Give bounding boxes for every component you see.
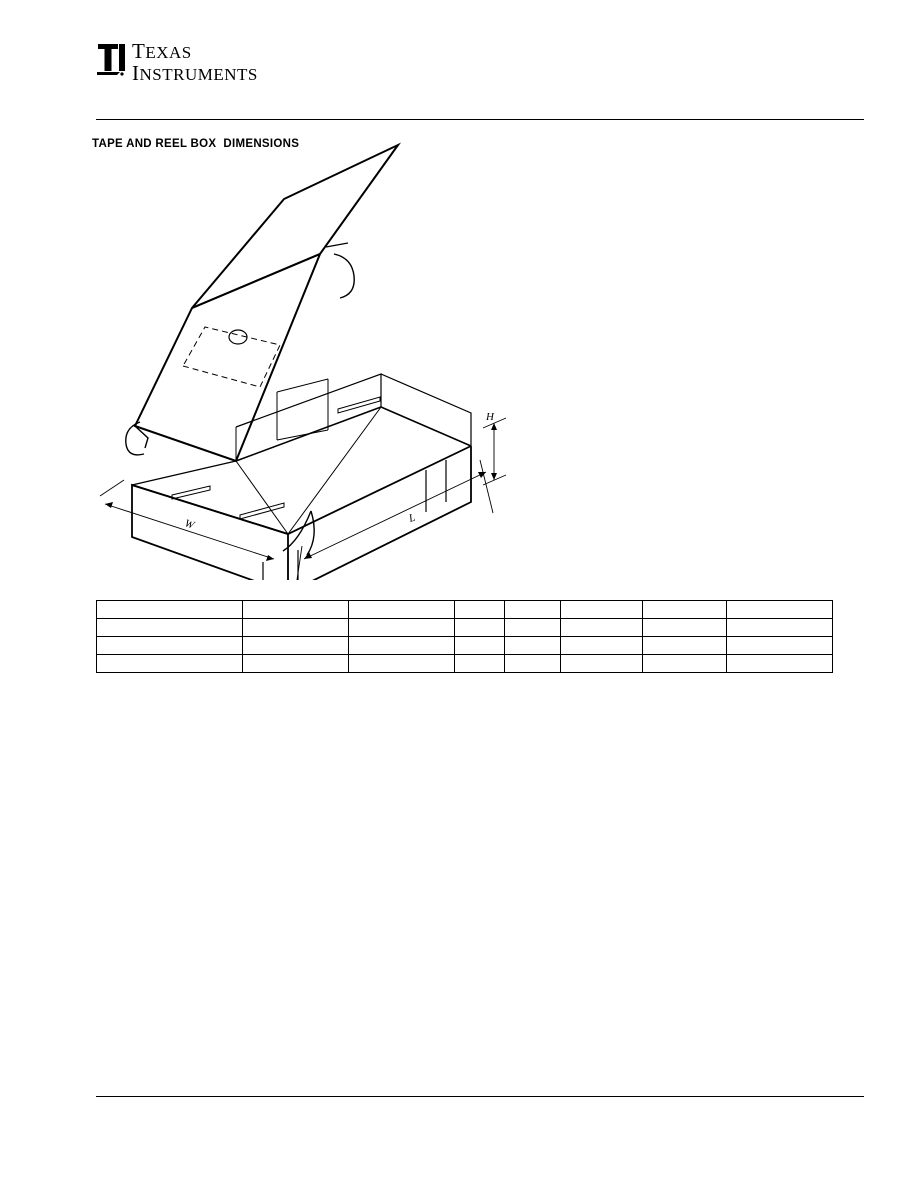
dimensions-table — [96, 600, 833, 673]
table-cell — [243, 619, 349, 637]
table-cell — [727, 637, 833, 655]
table-row — [97, 637, 833, 655]
table-cell — [97, 655, 243, 673]
table-header-cell — [727, 601, 833, 619]
table-cell — [561, 619, 643, 637]
ti-logo-line1: TEXAS — [132, 39, 192, 63]
table-cell — [727, 655, 833, 673]
header-divider — [96, 119, 864, 120]
table-cell — [727, 619, 833, 637]
table-header-cell — [643, 601, 727, 619]
table-cell — [97, 619, 243, 637]
table-row — [97, 619, 833, 637]
table-cell — [455, 619, 505, 637]
table-cell — [243, 637, 349, 655]
dimension-label-w: W — [183, 517, 196, 532]
table-header-cell — [97, 601, 243, 619]
table-cell — [643, 619, 727, 637]
table-header-cell — [561, 601, 643, 619]
ti-logo-line2: INSTRUMENTS — [132, 61, 258, 86]
ti-logo — [96, 40, 316, 86]
ti-logo-icon — [96, 42, 126, 76]
tape-and-reel-box-dimensions-drawing — [88, 130, 558, 580]
table-header-cell — [505, 601, 561, 619]
dimension-label-l: L — [407, 511, 417, 525]
table-header-cell — [455, 601, 505, 619]
table-cell — [643, 637, 727, 655]
table-header-cell — [349, 601, 455, 619]
section-title: TAPE AND REEL BOX DIMENSIONS — [92, 138, 300, 150]
table-cell — [455, 637, 505, 655]
table-cell — [505, 619, 561, 637]
ti-logo-text — [132, 40, 258, 84]
table-cell — [643, 655, 727, 673]
table-header-cell — [243, 601, 349, 619]
table-cell — [349, 655, 455, 673]
table-cell — [561, 637, 643, 655]
table-cell — [349, 637, 455, 655]
table-header-row — [97, 601, 833, 619]
table-cell — [97, 637, 243, 655]
table-cell — [561, 655, 643, 673]
table-cell — [349, 619, 455, 637]
table-cell — [243, 655, 349, 673]
table-cell — [505, 637, 561, 655]
table-cell — [505, 655, 561, 673]
table-row — [97, 655, 833, 673]
footer-divider — [96, 1096, 864, 1097]
table-cell — [455, 655, 505, 673]
dimension-label-h: H — [486, 411, 494, 423]
